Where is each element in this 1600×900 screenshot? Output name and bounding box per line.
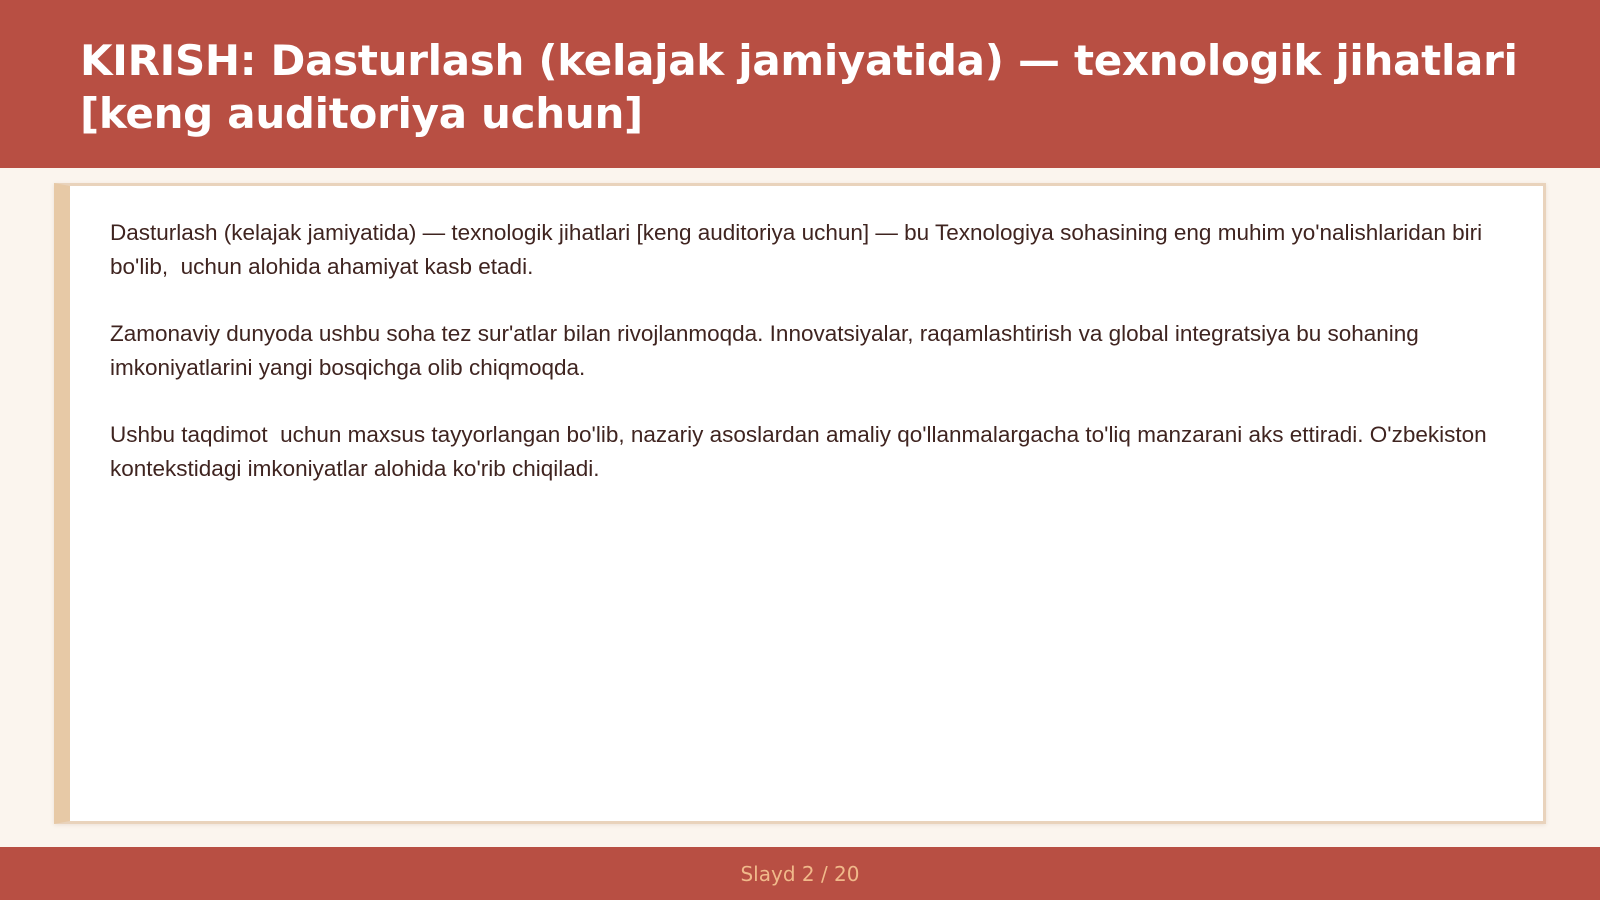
content-card (54, 183, 1546, 824)
slide-header (0, 0, 1600, 168)
paragraph-presentation-scope: Ushbu taqdimot uchun maxsus tayyorlangan bo'lib, nazariy asoslardan amaliy qo'llanmalargacha to'liq manzarani aks ettiradi. O'zbekiston kontekstidagi imkoniyatlar alohida ko'rib chiqiladi. (110, 422, 1493, 481)
slide-footer (0, 847, 1600, 900)
slide-number: Slayd 2 / 20 (740, 861, 860, 886)
slide-title: KIRISH: Dasturlash (kelajak jamiyatida) — texnologik jihatlari [keng auditoriya uchun] (80, 36, 1518, 138)
paragraph-intro: Dasturlash (kelajak jamiyatida) — texnologik jihatlari [keng auditoriya uchun] — bu Texnologiya sohasining eng muhim yo'nalishlaridan biri bo'lib, uchun alohida ahamiyat kasb etadi. (110, 220, 1489, 279)
paragraph-modern-world: Zamonaviy dunyoda ushbu soha tez sur'atlar bilan rivojlanmoqda. Innovatsiyalar, raqamlashtirish va global integratsiya bu sohaning imkoniyatlarini yangi bosqichga olib chiqmoqda. (110, 321, 1426, 380)
